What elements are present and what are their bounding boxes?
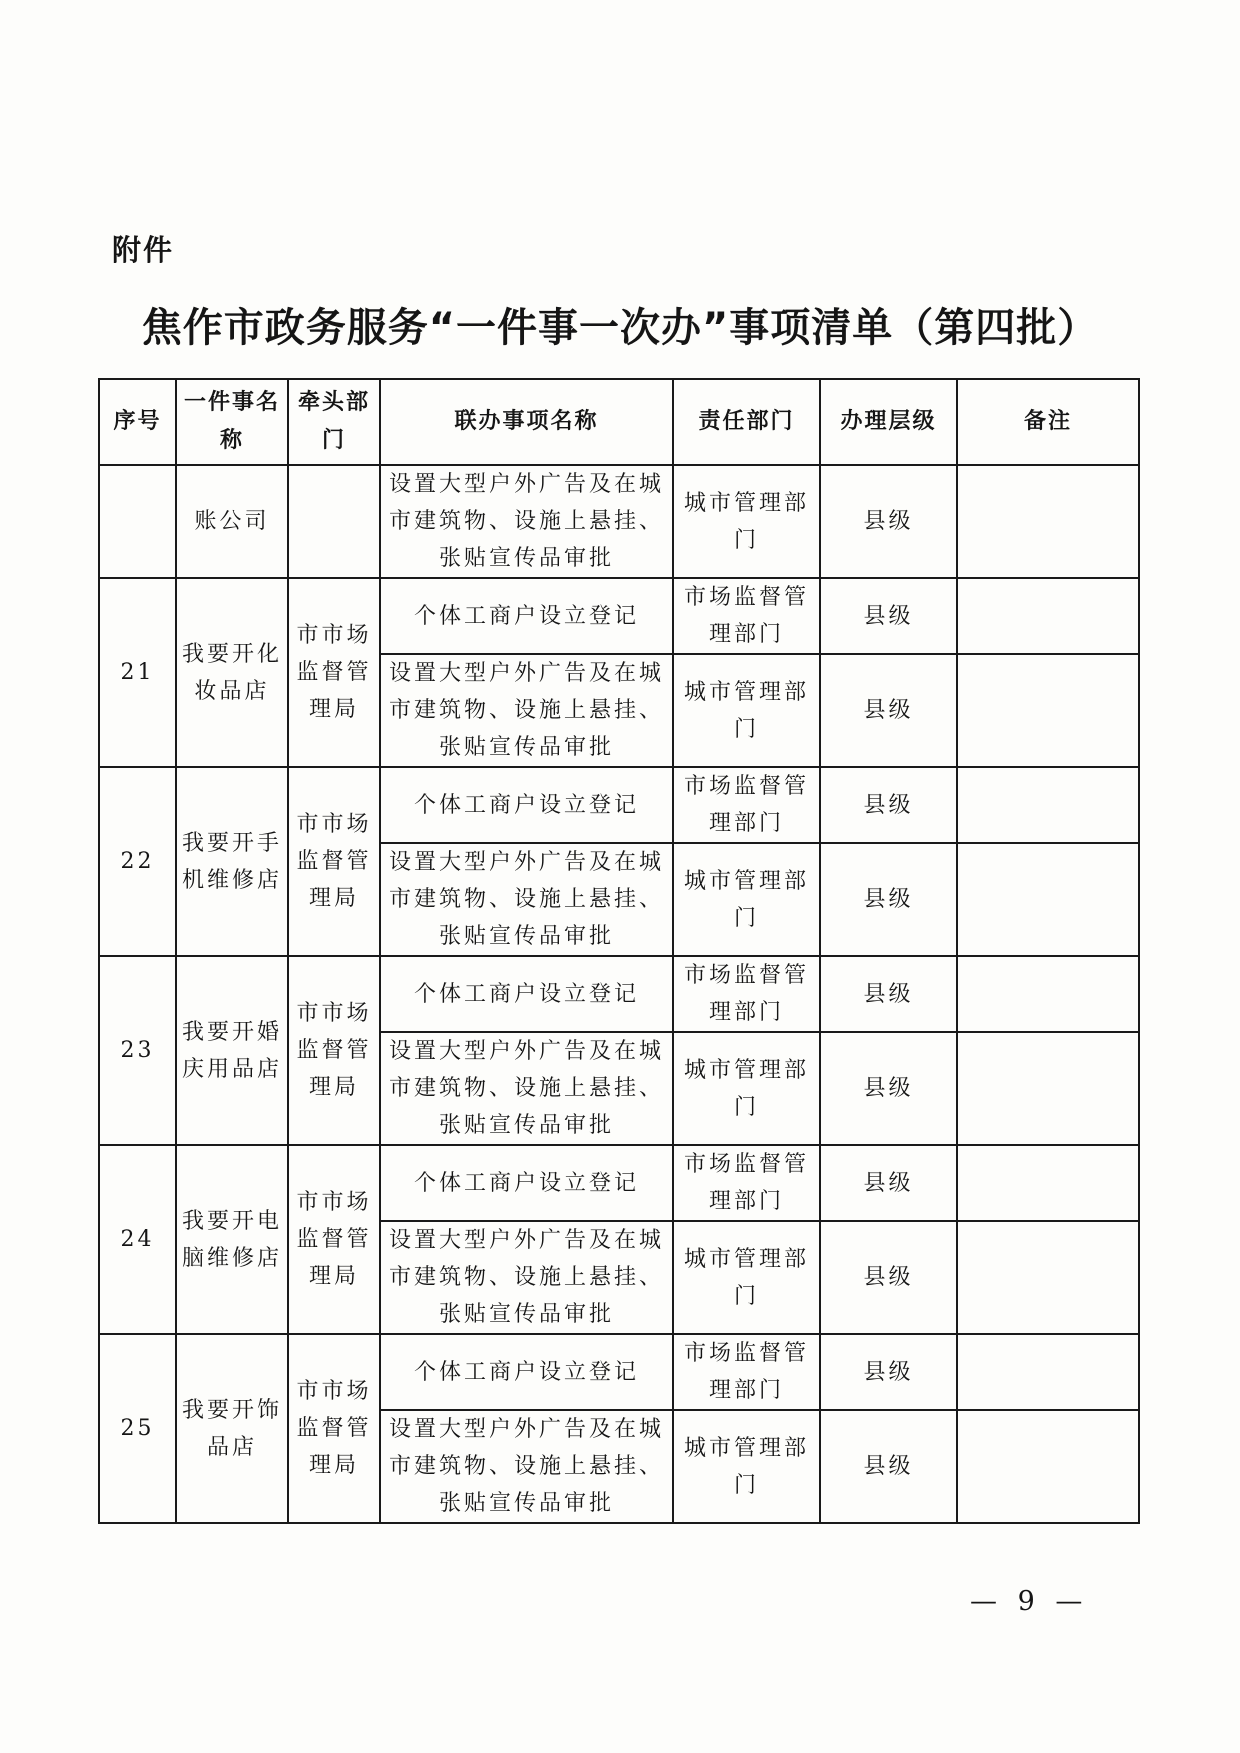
cell-dept: 城市管理部门	[673, 1410, 820, 1523]
cell-note	[957, 1221, 1139, 1334]
cell-level: 县级	[820, 465, 957, 578]
cell-lead: 市市场监督管理局	[288, 956, 380, 1145]
cell-no: 21	[99, 578, 176, 767]
cell-dept: 城市管理部门	[673, 1032, 820, 1145]
cell-item: 设置大型户外广告及在城市建筑物、设施上悬挂、张贴宣传品审批	[380, 465, 673, 578]
cell-name: 我要开化妆品店	[176, 578, 288, 767]
cell-item: 个体工商户设立登记	[380, 1334, 673, 1410]
table-row	[99, 956, 1139, 1032]
cell-lead	[288, 465, 380, 578]
cell-level: 县级	[820, 1145, 957, 1221]
cell-note	[957, 843, 1139, 956]
cell-dept: 市场监督管理部门	[673, 578, 820, 654]
cell-no: 25	[99, 1334, 176, 1523]
cell-item: 设置大型户外广告及在城市建筑物、设施上悬挂、张贴宣传品审批	[380, 843, 673, 956]
table-row	[99, 1334, 1139, 1410]
cell-level: 县级	[820, 1334, 957, 1410]
cell-level: 县级	[820, 654, 957, 767]
cell-level: 县级	[820, 1221, 957, 1334]
cell-item: 设置大型户外广告及在城市建筑物、设施上悬挂、张贴宣传品审批	[380, 654, 673, 767]
cell-item: 个体工商户设立登记	[380, 578, 673, 654]
cell-dept: 市场监督管理部门	[673, 767, 820, 843]
cell-level: 县级	[820, 843, 957, 956]
cell-no	[99, 465, 176, 578]
cell-level: 县级	[820, 956, 957, 1032]
cell-item: 设置大型户外广告及在城市建筑物、设施上悬挂、张贴宣传品审批	[380, 1410, 673, 1523]
col-header-dept: 责任部门	[673, 379, 820, 465]
cell-dept: 市场监督管理部门	[673, 1145, 820, 1221]
document-title: 焦作市政务服务“一件事一次办”事项清单（第四批）	[141, 305, 1099, 351]
col-header-note: 备注	[957, 379, 1139, 465]
cell-item: 个体工商户设立登记	[380, 767, 673, 843]
cell-note	[957, 1032, 1139, 1145]
cell-lead: 市市场监督管理局	[288, 767, 380, 956]
cell-dept: 市场监督管理部门	[673, 1334, 820, 1410]
cell-note	[957, 654, 1139, 767]
cell-name: 账公司	[176, 465, 288, 578]
cell-name: 我要开电脑维修店	[176, 1145, 288, 1334]
page-number: — 9 —	[970, 1586, 1089, 1617]
cell-lead: 市市场监督管理局	[288, 1334, 380, 1523]
cell-note	[957, 1145, 1139, 1221]
cell-dept: 城市管理部门	[673, 465, 820, 578]
cell-no: 22	[99, 767, 176, 956]
cell-no: 23	[99, 956, 176, 1145]
table-row	[99, 578, 1139, 654]
cell-item: 个体工商户设立登记	[380, 956, 673, 1032]
cell-note	[957, 1410, 1139, 1523]
cell-lead: 市市场监督管理局	[288, 578, 380, 767]
items-table	[98, 378, 1140, 1524]
cell-item: 个体工商户设立登记	[380, 1145, 673, 1221]
table-row	[99, 767, 1139, 843]
col-header-item: 联办事项名称	[380, 379, 673, 465]
table-row	[99, 1145, 1139, 1221]
table-header-row	[99, 379, 1139, 465]
cell-level: 县级	[820, 578, 957, 654]
table-row	[99, 465, 1139, 578]
cell-dept: 城市管理部门	[673, 1221, 820, 1334]
attachment-label: 附件	[112, 233, 175, 267]
cell-level: 县级	[820, 1032, 957, 1145]
cell-note	[957, 956, 1139, 1032]
cell-item: 设置大型户外广告及在城市建筑物、设施上悬挂、张贴宣传品审批	[380, 1032, 673, 1145]
cell-note	[957, 767, 1139, 843]
cell-note	[957, 465, 1139, 578]
cell-note	[957, 578, 1139, 654]
col-header-no: 序号	[99, 379, 176, 465]
table-body	[99, 465, 1139, 1523]
cell-item: 设置大型户外广告及在城市建筑物、设施上悬挂、张贴宣传品审批	[380, 1221, 673, 1334]
cell-name: 我要开婚庆用品店	[176, 956, 288, 1145]
cell-level: 县级	[820, 767, 957, 843]
col-header-level: 办理层级	[820, 379, 957, 465]
cell-dept: 城市管理部门	[673, 654, 820, 767]
col-header-lead: 牵头部门	[288, 379, 380, 465]
cell-no: 24	[99, 1145, 176, 1334]
cell-dept: 市场监督管理部门	[673, 956, 820, 1032]
cell-note	[957, 1334, 1139, 1410]
cell-lead: 市市场监督管理局	[288, 1145, 380, 1334]
cell-name: 我要开饰品店	[176, 1334, 288, 1523]
cell-name: 我要开手机维修店	[176, 767, 288, 956]
col-header-name: 一件事名称	[176, 379, 288, 465]
cell-level: 县级	[820, 1410, 957, 1523]
cell-dept: 城市管理部门	[673, 843, 820, 956]
